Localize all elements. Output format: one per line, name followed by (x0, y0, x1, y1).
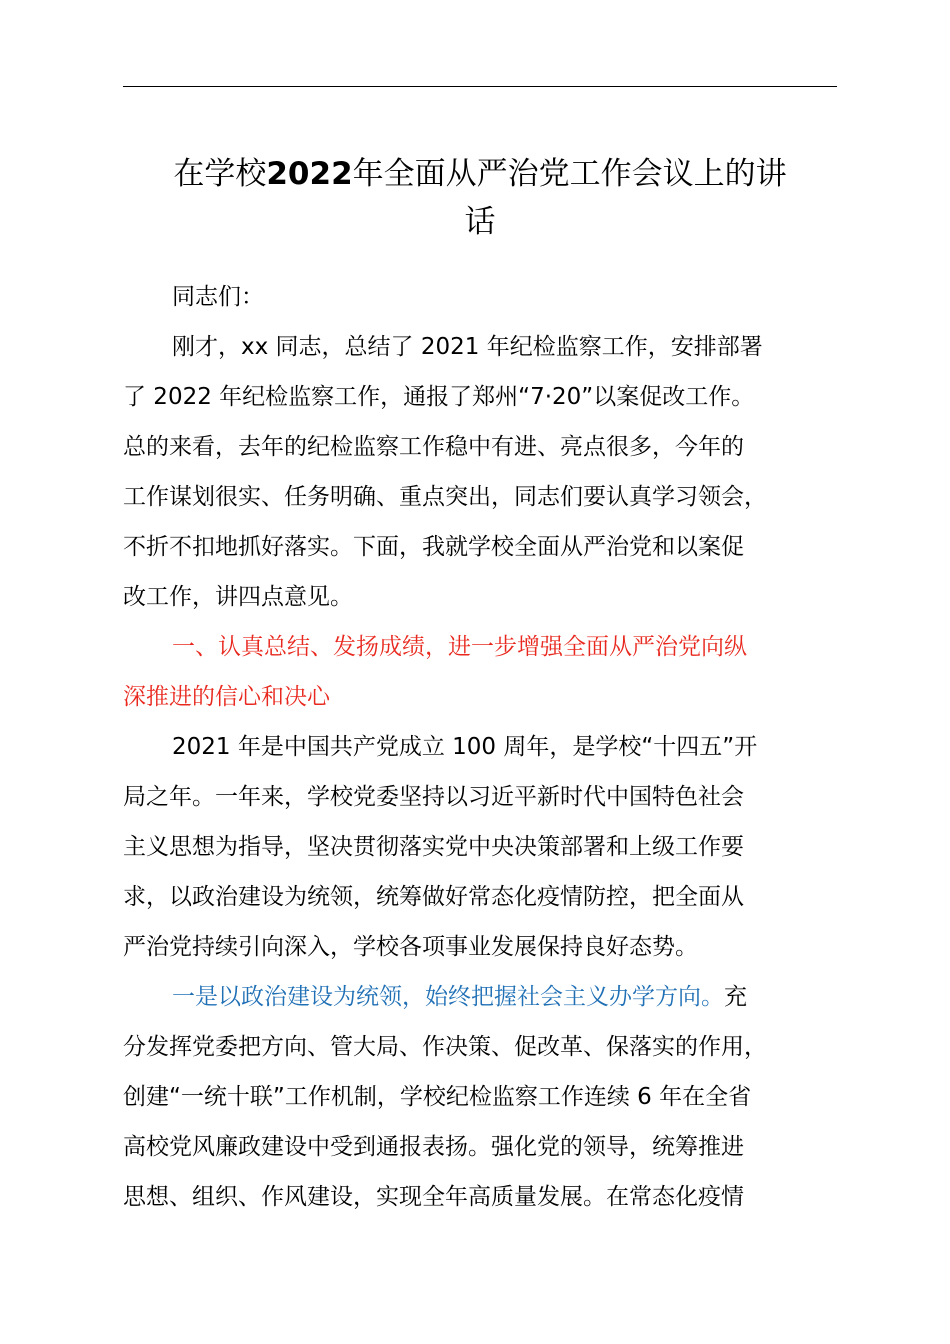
para1-line: 工作谋划很实、任务明确、重点突出，同志们要认真学习领会， (123, 484, 767, 510)
para1-line: 改工作，讲四点意见。 (123, 584, 353, 610)
document-title (123, 150, 837, 246)
section-heading-line: 深推进的信心和决心 (123, 684, 330, 710)
title-year: 2022 (266, 156, 353, 192)
para3-line: 创建“一统十联”工作机制，学校纪检监察工作连续 6 年在全省 (123, 1084, 752, 1110)
para2-line: 2021 年是中国共产党成立 100 周年，是学校“十四五”开 (172, 734, 758, 760)
para3-line: 分发挥党委把方向、管大局、作决策、促改革、保落实的作用， (123, 1034, 767, 1060)
para1-line: 总的来看，去年的纪检监察工作稳中有进、亮点很多，今年的 (123, 434, 744, 460)
para2-line: 主义思想为指导，坚决贯彻落实党中央决策部署和上级工作要 (123, 834, 744, 860)
para2-line: 求，以政治建设为统领，统筹做好常态化疫情防控，把全面从 (123, 884, 744, 910)
title-part-2: 年全面从严治党工作会议上的讲 (352, 156, 787, 192)
para2-line: 严治党持续引向深入，学校各项事业发展保持良好态势。 (123, 934, 698, 960)
para3-line: 思想、组织、作风建设，实现全年高质量发展。在常态化疫情 (123, 1184, 744, 1210)
para3-first-line (123, 972, 837, 1022)
subheading: 一是以政治建设为统领，始终把握社会主义办学方向。 (172, 984, 724, 1010)
para3-line: 高校党风廉政建设中受到通报表扬。强化党的领导，统筹推进 (123, 1134, 744, 1160)
salutation: 同志们： (172, 284, 264, 310)
para2-line: 局之年。一年来，学校党委坚持以习近平新时代中国特色社会 (123, 784, 744, 810)
document-body (123, 272, 837, 1222)
title-part-1: 在学校 (173, 156, 267, 192)
para1-line: 刚才，xx 同志，总结了 2021 年纪检监察工作，安排部署 (172, 334, 763, 360)
para1-line: 不折不扣地抓好落实。下面，我就学校全面从严治党和以案促 (123, 534, 744, 560)
section-heading-line: 一、认真总结、发扬成绩，进一步增强全面从严治党向纵 (172, 634, 747, 660)
title-line-2: 话 (464, 204, 496, 240)
para3-first-tail: 充 (724, 984, 747, 1010)
header-rule (123, 86, 837, 87)
para1-line: 了 2022 年纪检监察工作，通报了郑州“7·20”以案促改工作。 (123, 384, 755, 410)
